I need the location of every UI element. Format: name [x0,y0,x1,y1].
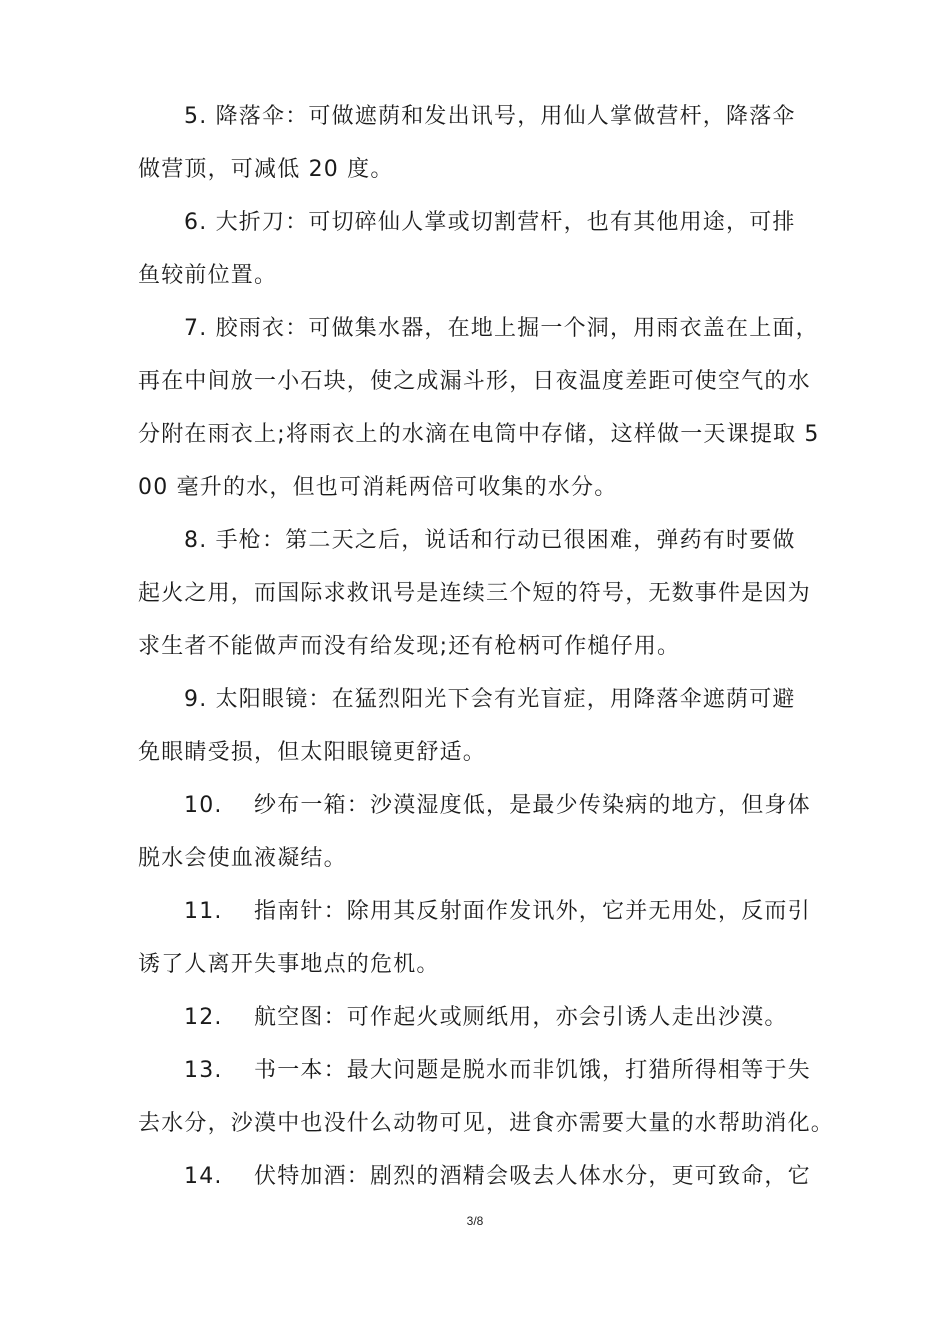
list-item-first-line [138,209,828,237]
list-item-first-line [138,315,828,343]
list-item-first-line [138,686,828,714]
list-item-text: 求生者不能做声而没有给发现;还有枪柄可作槌仔用。 [138,634,681,659]
list-item-number: 6. [184,210,208,235]
list-item [138,686,828,767]
list-item-first-line [138,103,828,131]
list-item-number: 14. [184,1164,223,1189]
list-item-continuation-line [138,368,828,396]
list-item-text: 书一本：最大问题是脱水而非饥饿，打猎所得相等于失 [254,1058,811,1083]
list-item-text: 大折刀：可切碎仙人掌或切割营杆，也有其他用途，可排 [215,210,796,235]
list-item-number: 9. [184,687,208,712]
list-item-number: 10. [184,793,223,818]
list-item-text: 去水分，沙漠中也没什么动物可见，进食亦需要大量的水帮助消化。 [138,1111,835,1136]
list-item-continuation-line [138,739,828,767]
list-item-first-line [138,527,828,555]
list-item [138,1057,835,1138]
list-item [138,1163,828,1191]
page-number: 3/8 [466,1214,484,1228]
list-item [138,898,828,979]
list-item [138,103,828,184]
list-item-text: 手枪：第二天之后，说话和行动已很困难，弹药有时要做 [215,528,796,553]
list-item [138,315,828,502]
list-item-number: 13. [184,1058,223,1083]
list-item-continuation-line [138,845,828,873]
list-item-text: 再在中间放一小石块，使之成漏斗形，日夜温度差距可使空气的水 [138,369,811,394]
list-item-first-line [138,792,828,820]
list-item-number: 12. [184,1005,223,1030]
document-body [138,103,835,1216]
list-item-continuation-line [138,1110,835,1138]
list-item-number: 5. [184,104,208,129]
list-item-number: 8. [184,528,208,553]
list-item [138,209,828,290]
list-item-continuation-line [138,156,828,184]
list-item-text: 起火之用，而国际求救讯号是连续三个短的符号，无数事件是因为 [138,581,811,606]
list-item-text: 诱了人离开失事地点的危机。 [138,952,440,977]
list-item-continuation-line [138,951,828,979]
list-item-text: 纱布一箱：沙漠湿度低，是最少传染病的地方，但身体 [254,793,811,818]
list-item [138,527,828,661]
list-item-continuation-line [138,580,828,608]
list-item-text: 分附在雨衣上;将雨衣上的水滴在电筒中存储，这样做一天课提取 5 [138,422,820,447]
list-item-text: 鱼较前位置。 [138,263,278,288]
list-item-first-line [138,1057,828,1085]
list-item-text: 脱水会使血液凝结。 [138,846,347,871]
list-item-text: 做营顶，可减低 20 度。 [138,157,394,182]
list-item-continuation-line [138,474,828,502]
list-item-text: 免眼睛受损，但太阳眼镜更舒适。 [138,740,487,765]
list-item-first-line [138,1163,828,1191]
list-item-text: 胶雨衣：可做集水器，在地上掘一个洞，用雨衣盖在上面， [215,316,819,341]
list-item-continuation-line [138,633,828,661]
list-item-text: 航空图：可作起火或厕纸用，亦会引诱人走出沙漠。 [254,1005,788,1030]
list-item-text: 太阳眼镜：在猛烈阳光下会有光盲症，用降落伞遮荫可避 [215,687,796,712]
list-item [138,1004,828,1032]
list-item-first-line [138,1004,828,1032]
list-item-first-line [138,898,828,926]
list-item [138,792,828,873]
list-item-text: 指南针：除用其反射面作发讯外，它并无用处，反而引 [254,899,811,924]
list-item-continuation-line [138,262,828,290]
list-item-number: 7. [184,316,208,341]
list-item-text: 00 毫升的水，但也可消耗两倍可收集的水分。 [138,475,618,500]
list-item-text: 降落伞：可做遮荫和发出讯号，用仙人掌做营杆，降落伞 [215,104,796,129]
list-item-continuation-line [138,421,828,449]
list-item-text: 伏特加酒：剧烈的酒精会吸去人体水分，更可致命，它 [254,1164,811,1189]
list-item-number: 11. [184,899,223,924]
